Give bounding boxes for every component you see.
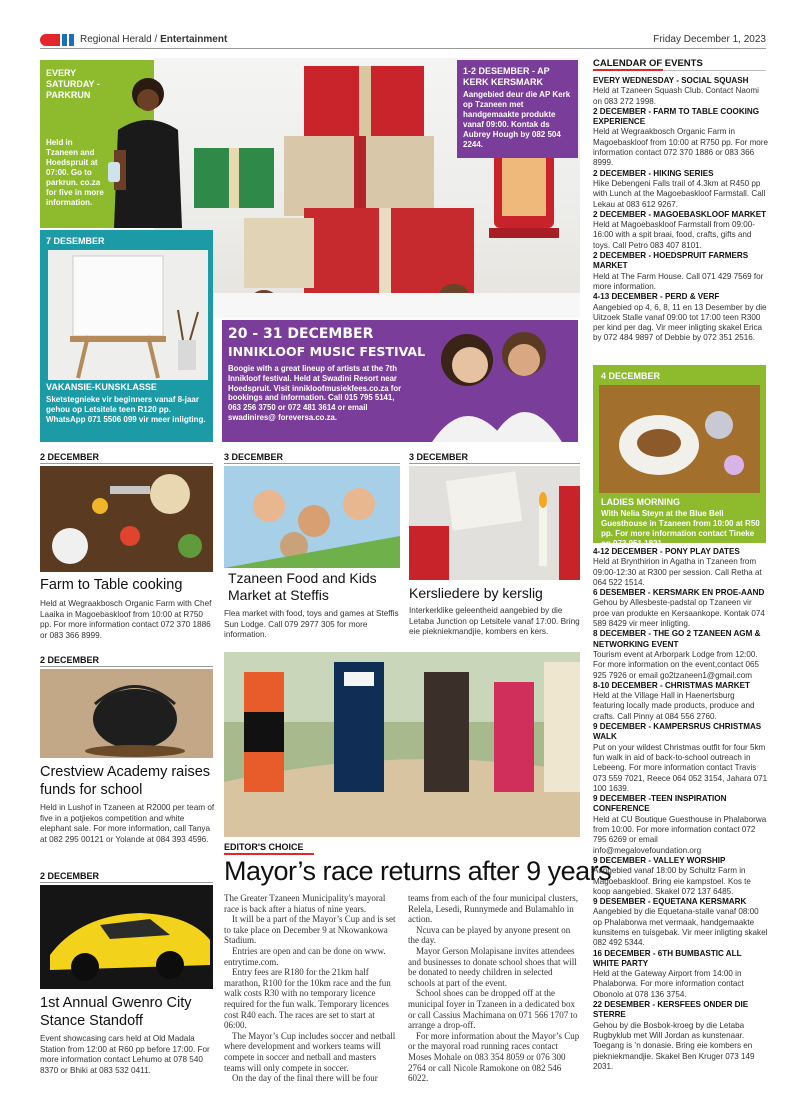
ladies-date: 4 DECEMBER xyxy=(601,371,661,381)
kerk-heading: 1-2 DESEMBER - AP KERK KERSMARK xyxy=(463,66,550,87)
market-date: 3 DECEMBER xyxy=(224,452,284,462)
paragraph: The Greater Tzaneen Municipality's mayoral race is back after a hiatus of nine years. xyxy=(224,893,386,914)
sports-car-image xyxy=(40,885,213,989)
tea-image xyxy=(599,385,760,493)
calendar-list-top xyxy=(593,76,768,344)
kersliedere-date: 3 DECEMBER xyxy=(409,452,469,462)
kids-image xyxy=(224,466,400,568)
calendar-title: CALENDAR OF EVENTS xyxy=(593,58,703,69)
vakansie-text: Sketstegnieke vir beginners vanaf 8-jaar gehou op Letsitele teen R120 pp. WhatsApp 071 5506 099 vir meer inligting. xyxy=(46,395,206,424)
calendar-entry: 8 DECEMBER - THE GO 2 TZANEEN AGM & NETWORKING EVENT Tourism event at Arborpark Lodge from 12:00. For more information on the event,contact 065 925 7926 or email go2tzaneen1@gmail.com xyxy=(593,629,761,680)
paragraph: On the day of the final there will be four xyxy=(232,1073,378,1084)
calendar-entry: EVERY WEDNESDAY - SOCIAL SQUASH Held at Tzaneen Squash Club. Contact Naomi on 083 272 1998. xyxy=(593,76,759,106)
kerk-text: Aangebied deur die AP Kerk op Tzaneen met handgemaakte produkte vanaf 09:00. Kontak ds Aubrey Hough by 082 504 2244. xyxy=(463,90,571,149)
candles-image xyxy=(409,466,580,580)
header-rule xyxy=(40,48,766,49)
paragraph: Mayor Gerson Molapisane invites attendees and businesses to donate school shoes that will be donated to needy children in selected schools at part of the event. xyxy=(408,945,577,988)
editors-choice-rule xyxy=(224,853,314,855)
innikloof-date: 20 - 31 DECEMBER xyxy=(228,326,374,342)
paragraph: School shoes can be dropped off at the municipal foyer in Tzaneen in a dedicated box or call Cassius Machimana on 071 566 1707 to arrange a drop-off. xyxy=(408,988,578,1031)
gwenro-title: 1st Annual Gwenro City Stance Standoff xyxy=(40,995,192,1029)
innikloof-text: Boogie with a great lineup of artists at the 7th Innikloof festival. Held at Swadini Resort near Hoedspruit. Visit innikloofmusiekfees.co.za for bookings and information. Call 015 795 5141, 063 256 3750 or 072 481 3614 or email swadinires@ foreversa.co.za. xyxy=(228,364,402,422)
crestview-text: Held in Lushof in Tzaneen at R2000 per team of five in a potjiekos competition and white elephant sale. For more information, call Tanya at 082 295 00121 or Yolande at 084 393 4596. xyxy=(40,803,215,844)
crestview-title: Crestview Academy raises funds for school xyxy=(40,764,211,798)
vakansie-date: 7 DESEMBER xyxy=(46,236,105,246)
farm-text: Held at Wegraakbosch Organic Farm with Chef Laaika in Magoebaskloof from 10:00 at R750 pp. For more information contact 072 370 1886 or 083 366 8999. xyxy=(40,599,212,640)
gwenro-rule xyxy=(40,882,213,883)
vakansie-box xyxy=(40,230,213,442)
calendar-entry: 9 DESEMBER - EQUETANA KERSMARK Aangebied by die Equetana-stalle vanaf 08:00 op Phalaborwa met vermaak, handgemaakte kunsitems en tuisgebak. Vir meer inligting skakel 082 492 5344. xyxy=(593,897,768,948)
issue-date: Friday December 1, 2023 xyxy=(653,34,766,45)
kersliedere-rule xyxy=(409,463,580,464)
calendar-entry: 2 DECEMBER - FARM TO TABLE COOKING EXPERIENCE Held at Wegraakbosch Organic Farm in Magoebaskloof from 10:00 at R750 pp. For more information contact 072 370 1886 or 083 366 8999. xyxy=(593,106,769,168)
calendar-entry: 4-13 DECEMBER - PERD & VERF Aangebied op 4, 6, 8, 11 en 13 Desember by die Uitzoek Stalle vanaf 09:00 tot 17:00 teen R300 per kind per dag. Vir meer inligting skakel Erica by 072 484 9897 of Debbie by 072 351 2516. xyxy=(593,292,767,343)
calendar-entry: 22 DESEMBER - KERSFEES ONDER DIE STERRE Gehou by die Bosbok-kroeg by die Letaba Rugbyklub met Will Jordan as kunstenaar. Toegang is ’n donasie. Bring eie kombers en piekniekmandjie. Skakel Ben Kruger 073 149 2031. xyxy=(593,1000,755,1071)
calendar-list-bottom xyxy=(593,547,768,1072)
paragraph: It will be a part of the Mayor’s Cup and is set to take place on December 9 at Nkowankowa Stadium. xyxy=(224,914,396,946)
calendar-entry: 6 DESEMBER - KERSMARK EN PROE-AAND Gehou by Allesbeste-padstal op Tzaneen vir proe van produkte en Kersaankope. Kontak 074 589 8429 vir meer inligting. xyxy=(593,588,765,629)
crestview-date: 2 DECEMBER xyxy=(40,655,100,665)
musicians-image xyxy=(412,320,578,442)
paragraph: Entry fees are R180 for the 21km half marathon, R100 for the 10km race and the fun walk costs R30 with no temporary licence required for the fun walk. Temporary licences cost R40 each. The races are set to start at 06:00. xyxy=(224,967,391,1031)
parkrun-text: Held in Tzaneen and Hoedspruit at 07:00. Go to parkrun. co.za for five in more information. xyxy=(46,138,104,207)
paragraph: teams from each of the four municipal clusters, Relela, Lesedi, Runnymede and Bulamahlo in action. xyxy=(408,893,578,925)
calendar-entry: 2 DECEMBER - MAGOEBASKLOOF MARKET Held at Magoebaskloof Farmstall from 09:00-16:00 with a spit braai, food, crafts, gifts and toys. Call Petro 083 407 8101. xyxy=(593,209,767,250)
market-rule xyxy=(224,463,400,464)
paragraph: Ncuva can be played by anyone present on the day. xyxy=(408,924,571,946)
gwenro-text: Event showcasing cars held at Old Madala Station from 12:00 at R60 pp before 17:00. For more information contact Lehumo at 078 540 8370 or Bhiki at 083 532 0411. xyxy=(40,1034,210,1075)
runner-image xyxy=(100,70,190,228)
calendar-accent xyxy=(593,69,663,71)
paragraph: The Mayor’s Cup includes soccer and netball where development and workers teams will compete in soccer and netball and masters teams will only compete in soccer. xyxy=(224,1030,396,1073)
kersliedere-text: Interkerklike geleentheid aangebied by die Letaba Junction op Letsitele vanaf 17:00. Bring eie piekniekmandjie, kombers en kers. xyxy=(409,606,580,637)
paragraph: For more information about the Mayor’s Cup or the mayoral road running races contact Moses Mohale on 083 354 8059 or 076 300 2764 or call Nicole Ramokone on 082 546 6022. xyxy=(408,1030,580,1084)
calendar-entry: 8-10 DECEMBER - CHRISTMAS MARKET Held at the Village Hall in Haenertsburg featuring locally made products, produce and crafts. Call Pinny at 084 556 2760. xyxy=(593,680,755,721)
farm-date: 2 DECEMBER xyxy=(40,452,100,462)
calendar-entry: 9 DECEMBER - KAMPERSRUS CHRISTMAS WALK Put on your wildest Christmas outfit for four 5km fun walk in aid of back-to-school outreach in Lebeeng. For more information contact Travis 073 559 7021, Reece 064 052 3154, Jahara 071 100 1639. xyxy=(593,722,768,793)
market-title: Tzaneen Food and Kids Market at Steffis xyxy=(228,570,377,603)
calendar-entry: 4-12 DECEMBER - PONY PLAY DATES Held at Brynthirion in Agatha in Tzaneen from 09:00-12:30 at R300 per session. Call Retha at 064 522 1514. xyxy=(593,547,762,587)
paper-name: Regional Herald / Entertainment xyxy=(80,34,228,45)
parkrun-heading: EVERY SATURDAY - PARKRUN xyxy=(46,68,100,100)
mayor-column-2 xyxy=(408,893,580,1084)
calendar-entry: 2 DECEMBER - HIKING SERIES Hike Debengeni Falls trail of 4.3km at R450 pp with Lunch at the Magoebaskloof Farmstall. Call Lekau at 083 612 9267. xyxy=(593,168,766,209)
calendar-entry: 2 DECEMBER - HOEDSPRUIT FARMERS MARKET Held at The Farm House. Call 071 429 7569 for more information. xyxy=(593,251,764,291)
innikloof-box xyxy=(222,320,578,442)
calendar-entry: 9 DECEMBER - VALLEY WORSHIP Aangebied vanaf 18:00 by Schultz Farm in Magoebaskloof. Bring eie kampstoel. Kos te koop aangebied. Skakel 072 137 6485. xyxy=(593,855,751,896)
gwenro-date: 2 DECEMBER xyxy=(40,871,100,881)
kerk-kersmark-box xyxy=(457,60,578,158)
vakansie-heading: VAKANSIE-KUNSKLASSE xyxy=(46,382,157,392)
farm-title: Farm to Table cooking xyxy=(40,577,183,593)
cooking-image xyxy=(40,466,213,572)
market-text: Flea market with food, toys and games at Steffis Sun Lodge. Call 079 2977 305 for more information. xyxy=(224,609,399,640)
newspaper-logo xyxy=(40,34,76,46)
calendar-entry: 9 DECEMBER -TEEN INSPIRATION CONFERENCE Held at CU Boutique Guesthouse in Phalaborwa from 10:00. For more information contact 072 795 6269 or email info@megalovefoundation.org xyxy=(593,794,767,855)
mayor-race-headline: Mayor’s race returns after 9 years xyxy=(224,856,612,886)
farm-rule xyxy=(40,463,213,464)
runners-race-image xyxy=(224,652,580,837)
ladies-heading: LADIES MORNING xyxy=(601,497,681,507)
calendar-entry: 16 DECEMBER - 6TH BUMBASTIC ALL WHITE PARTY Held at the Gateway Airport from 14:00 in Phalaborwa. For more information contact Obonolo at 078 136 3754. xyxy=(593,948,744,999)
mayor-column-1 xyxy=(224,893,396,1084)
kersliedere-title: Kersliedere by kerslig xyxy=(409,585,543,601)
paragraph: Entries are open and can be done on www. entrytime.com. xyxy=(224,945,386,967)
innikloof-heading: INNIKLOOF MUSIC FESTIVAL xyxy=(228,344,426,359)
ladies-morning-box xyxy=(593,365,766,548)
potjie-image xyxy=(40,669,213,758)
easel-image xyxy=(48,250,208,380)
crestview-rule xyxy=(40,666,213,667)
ladies-text: With Nelia Steyn at the Blue Bell Guesthouse in Tzaneen from 10:00 at R50 pp. For more information contact Tineke on 073 951 1821. xyxy=(601,509,760,548)
editors-choice-tag: EDITOR'S CHOICE xyxy=(224,842,304,852)
